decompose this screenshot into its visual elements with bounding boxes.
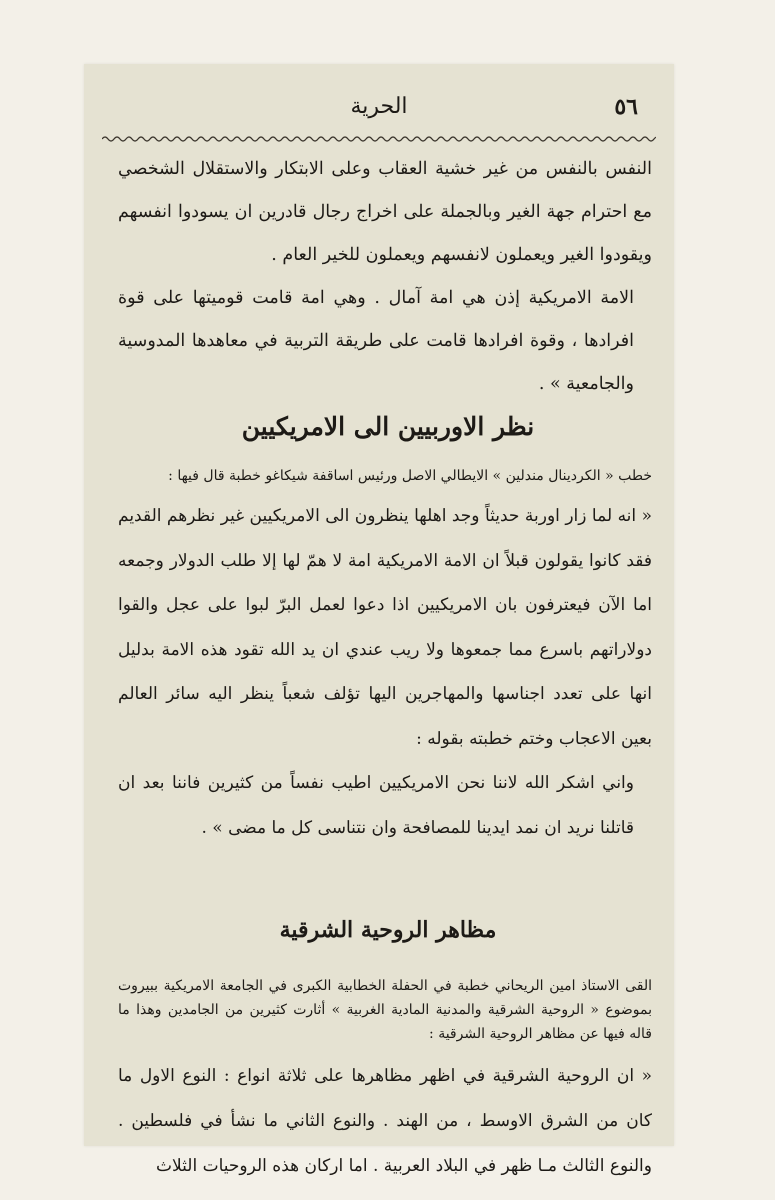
section-2-quote <box>118 1054 652 1189</box>
body-paragraph-2: الامة الامريكية إذن هي امة آمال . وهي امة قامت قوميتها على قوة افرادها ، وقوة افرادها قامت على طريقة التربية في معاهدها المدوسية والجامعية » . <box>118 288 634 394</box>
wavy-rule-divider <box>102 134 656 144</box>
section-1-intro: خطب « الكردينال مندلين » الايطالي الاصل ورئيس اساقفة شيكاغو خطبة قال فيها : <box>168 468 652 484</box>
page-header <box>110 94 648 134</box>
section-2-intro: القى الاستاذ امين الريحاني خطبة في الحفلة الخطابية الكبرى في الجامعة الامريكية ببيروت بموضوع « الروحية الشرقية والمدنية المادية الغربية » أثارت كثيرين من الجامدين وهذا ما قاله فيها عن مظاهر الروحية الشرقية : <box>118 978 652 1042</box>
section-heading-eastern-spirituality: مظاهر الروحية الشرقية <box>279 917 497 943</box>
page-number: ٥٦ <box>614 94 638 120</box>
running-title: الحرية <box>350 94 408 119</box>
section-heading-europeans-view: نظر الاوربيين الى الامريكيين <box>241 412 535 441</box>
section-1-quote-paragraph-1: « انه لما زار اوربة حديثاً وجد اهلها ينظرون الى الامريكيين غير نظرهم القديم فقد كانوا يقولون قبلاً ان الامة الامريكية امة لا همّ لها إلا طلب الدولار وجمعه اما الآن فيعترفون بان الامريكيين اذا دعوا لعمل البرّ لبوا على عجل والقوا دولاراتهم باسرع مما جمعوها ولا ريب عندي ان يد الله تقود هذه الامة بدليل انها على تعدد اجناسها والمهاجرين اليها تؤلف شعباً ينظر اليه سائر العالم بعين الاعجاب وختم خطبته بقوله : <box>118 506 652 749</box>
body-text <box>118 148 652 406</box>
section-1-quote <box>118 494 652 850</box>
section-2-quote-paragraph: « ان الروحية الشرقية في اظهر مظاهرها على ثلاثة انواع : النوع الاول ما كان من الشرق الاوسط ، من الهند . والنوع الثاني ما نشأ في فلسطين . والنوع الثالث مـا ظهر في البلاد العربية . اما اركان هذه الروحيات الثلاث <box>118 1066 652 1176</box>
body-paragraph-1: النفس بالنفس من غير خشية العقاب وعلى الابتكار والاستقلال الشخصي مع احترام جهة الغير وبالجملة على اخراج رجال قادرين ان يسودوا انفسهم ويقودوا الغير ويعملون لانفسهم ويعملون للخير العام . <box>118 159 652 265</box>
section-1-quote-paragraph-2: واني اشكر الله لاننا نحن الامريكيين اطيب نفساً من كثيرين فاننا بعد ان قاتلنا نريد ان نمد ايدينا للمصافحة وان نتناسى كل ما مضى » . <box>118 773 634 838</box>
book-page <box>84 64 674 1176</box>
